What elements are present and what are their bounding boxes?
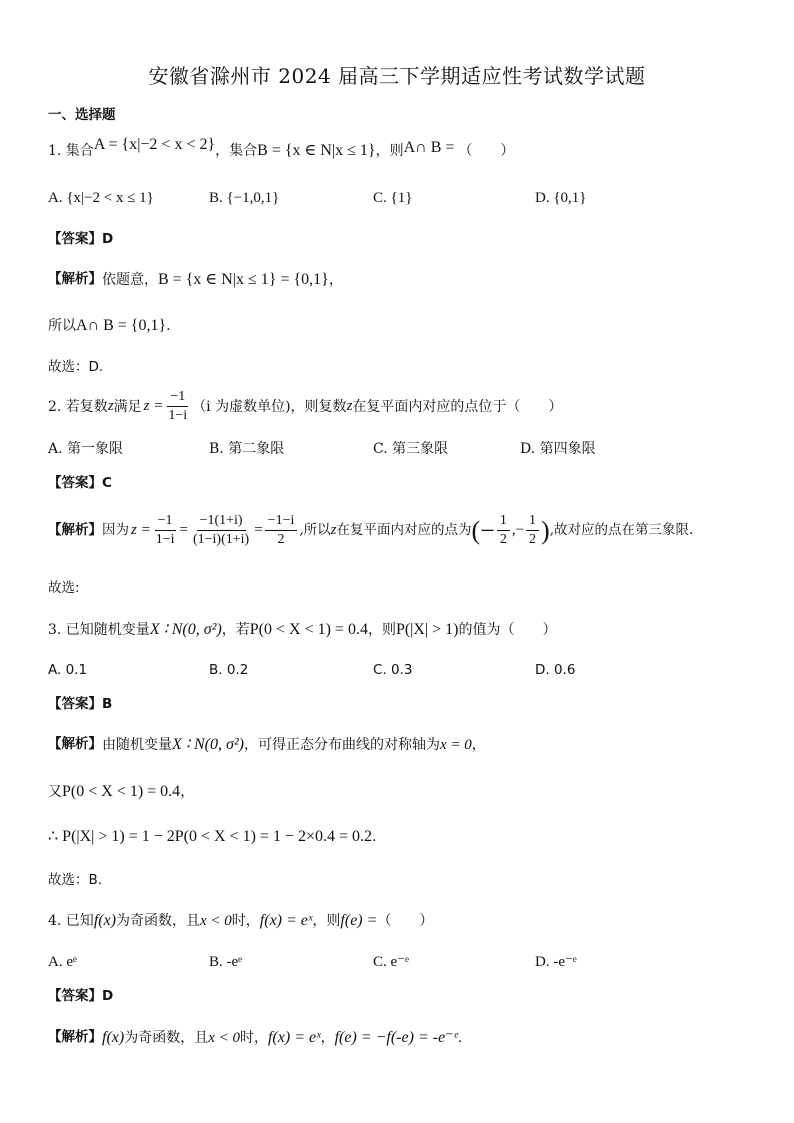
q1-stem [48,136,515,159]
q2-var-z-2: z [346,398,353,414]
q2-f2-num: −1(1+i) [197,514,246,531]
q2-stem-text-2: 满足 [113,398,142,415]
q2-f3-num: −1−i [265,514,298,531]
q2-option-d: D. 第四象限 [520,441,596,457]
q4-analysis-def: f(x) = eˣ [267,1029,321,1046]
q2-point-close: ) [541,515,550,545]
q3-analysis-tag: 【解析】 [48,736,102,753]
q4-fe: f(e) = [340,912,378,929]
q4-stem-text-2: 为奇函数，且 [116,913,201,929]
q2-analysis-z-eq: z = [131,522,151,538]
q1-stem-text-3: ，则 [375,143,404,159]
q4-stem-text: 4. 已知 [48,913,94,929]
q4-analysis-fx: f(x) [102,1029,125,1046]
q4-option-c: C. e⁻ᵉ [373,954,409,970]
q2-point-frac-2 [526,514,539,547]
q2-z-eq: z = [143,398,164,414]
q4-analysis-text: 为奇函数，且 [124,1030,209,1046]
q4-definition: f(x) = eˣ [259,912,313,929]
q2-stem-text-4: 在复平面内对应的点位于（ ） [352,398,563,415]
q2-pf2-num: 1 [526,514,539,531]
q4-analysis-result: f(e) = −f(-e) = -e⁻ᵉ [334,1029,458,1046]
q3-analysis-text-2: ，可得正态分布曲线的对称轴为 [243,737,440,753]
q2-pf2-den: 2 [529,532,537,547]
q1-answer: 【答案】D [48,231,114,247]
q3-analysis-axis: x = 0 [439,736,472,753]
q1-option-d: D. {0,1} [535,190,587,206]
section-heading: 一、选择题 [48,107,116,123]
q3-prob-2: P(|X| > 1) [395,621,459,638]
q2-analysis-frac-1 [153,514,178,547]
q1-analysis2-text: 所以 [48,318,76,334]
q1-stem-text-2: ，集合 [215,143,258,159]
q2-fraction [165,390,190,423]
q3-stem [48,622,557,638]
q3-distribution: X ∶ N(0, σ²) [149,621,222,638]
q3-analysis2-math: P(0 < X < 1) = 0.4 [62,783,181,800]
q3-option-d: D. 0.6 [535,662,576,678]
q2-stem-text-3: （i 为虚数单位)，则复数 [192,398,347,415]
q2-option-c: C. 第三象限 [373,441,449,457]
q2-point-sep: ,− [511,522,525,538]
q1-analysis2-punct: . [166,318,171,334]
q4-analysis-text-3: ， [320,1030,335,1046]
q2-analysis-var-z: z [330,522,337,538]
q2-frac-num: −1 [167,390,188,407]
q1-option-b: B. {−1,0,1} [209,190,280,206]
q2-analysis-text-2: ,所以 [299,521,331,538]
q4-stem-text-3: 时， [231,913,260,929]
q2-f2-den: (1−i)(1+i) [192,532,250,547]
q1-paren: （ ） [458,143,515,159]
q3-analysis-dist: X ∶ N(0, σ²) [172,736,244,753]
q2-stem-text: 2. 若复数 [48,398,108,415]
page-title: 安徽省滁州市 2024 届高三下学期适应性考试数学试题 [148,64,646,88]
q2-point-open: (− [471,515,495,545]
q4-option-a: A. eᵉ [48,954,77,970]
q3-analysis-line3 [48,829,376,845]
q1-analysis-line2 [48,318,171,334]
q2-analysis-tag: 【解析】 [48,521,102,538]
q3-analysis-text: 由随机变量 [102,737,172,753]
q4-stem [48,913,433,929]
q2-analysis-text-3: 在复平面内对应的点为 [336,521,472,538]
q1-expression: A∩ B = [403,139,455,156]
q4-analysis-tag: 【解析】 [48,1029,102,1046]
q2-analysis-frac-3 [265,514,298,547]
q1-option-c: C. {1} [373,190,413,206]
q1-set-b: B = {x ∈ N|x ≤ 1} [257,142,376,159]
q2-analysis-text: 因为 [102,521,129,538]
q2-analysis-text-4: ,故对应的点在第三象限. [549,521,694,538]
q2-f3-den: 2 [277,532,285,547]
q3-option-b: B. 0.2 [209,662,249,678]
q4-fx: f(x) [93,912,117,929]
q2-f1-den: 1−i [155,532,175,547]
q1-analysis-punct: ， [328,272,343,288]
q3-stem-text-3: ，则 [367,622,396,638]
q2-frac-den: 1−i [168,408,188,423]
q2-conclusion: 故选: [48,580,80,596]
q3-analysis-line1 [48,737,486,753]
q4-condition: x < 0 [200,912,232,929]
q2-analysis [48,514,693,547]
q3-option-c: C. 0.3 [373,662,413,678]
q1-analysis-text: 依题意， [102,272,158,288]
q4-paren: （ ） [377,913,434,929]
q3-analysis3-punct: . [372,829,377,845]
q1-analysis2-math: A∩ B = {0,1} [76,317,167,334]
q3-stem-text-4: 的值为（ ） [458,622,557,638]
q2-stem [48,390,562,423]
q3-conclusion: 故选：B. [48,872,103,888]
q4-analysis-punct: . [457,1030,463,1046]
q2-pf1-den: 2 [499,532,507,547]
q2-option-a: A. 第一象限 [48,441,124,457]
q4-answer: 【答案】D [48,988,114,1004]
q2-f1-num: −1 [155,514,176,531]
q3-analysis2-text: 又 [48,784,62,800]
q1-option-a: A. {x|−2 < x ≤ 1} [48,190,154,206]
q4-analysis-cond: x < 0 [208,1029,240,1046]
q4-analysis-text-2: 时， [239,1030,268,1046]
q3-stem-text-2: ，若 [221,622,250,638]
q4-stem-text-4: ，则 [312,913,341,929]
q4-analysis [48,1030,462,1046]
q1-set-a: A = {x|−2 < x < 2} [93,136,216,153]
q2-answer: 【答案】C [48,475,112,491]
q2-pf1-num: 1 [497,514,510,531]
q1-conclusion: 故选：D. [48,359,104,375]
q3-answer: 【答案】B [48,696,113,712]
q3-analysis2-punct: ， [180,784,195,800]
q1-analysis-math: B = {x ∈ N|x ≤ 1} = {0,1} [158,271,329,288]
q1-stem-text: 1. 集合 [48,143,94,159]
q1-analysis-line1 [48,272,343,288]
q3-stem-text: 3. 已知随机变量 [48,622,150,638]
q2-point-frac-1 [497,514,510,547]
q2-analysis-frac-2 [190,514,252,547]
equals-sign: = [254,522,263,538]
q3-option-a: A. 0.1 [48,662,88,678]
q3-prob-1: P(0 < X < 1) = 0.4 [249,621,368,638]
equals-sign: = [179,522,188,538]
q3-analysis-punct: ， [471,737,486,753]
q4-option-b: B. -eᵉ [209,954,243,970]
q2-var-z: z [107,398,114,414]
q4-option-d: D. -e⁻ᵉ [535,954,577,970]
q3-analysis3-math: ∴ P(|X| > 1) = 1 − 2P(0 < X < 1) = 1 − 2×0.4 = 0.2 [48,828,373,845]
q3-analysis-line2 [48,784,194,800]
q2-option-b: B. 第二象限 [209,441,285,457]
q1-analysis-tag: 【解析】 [48,271,102,288]
